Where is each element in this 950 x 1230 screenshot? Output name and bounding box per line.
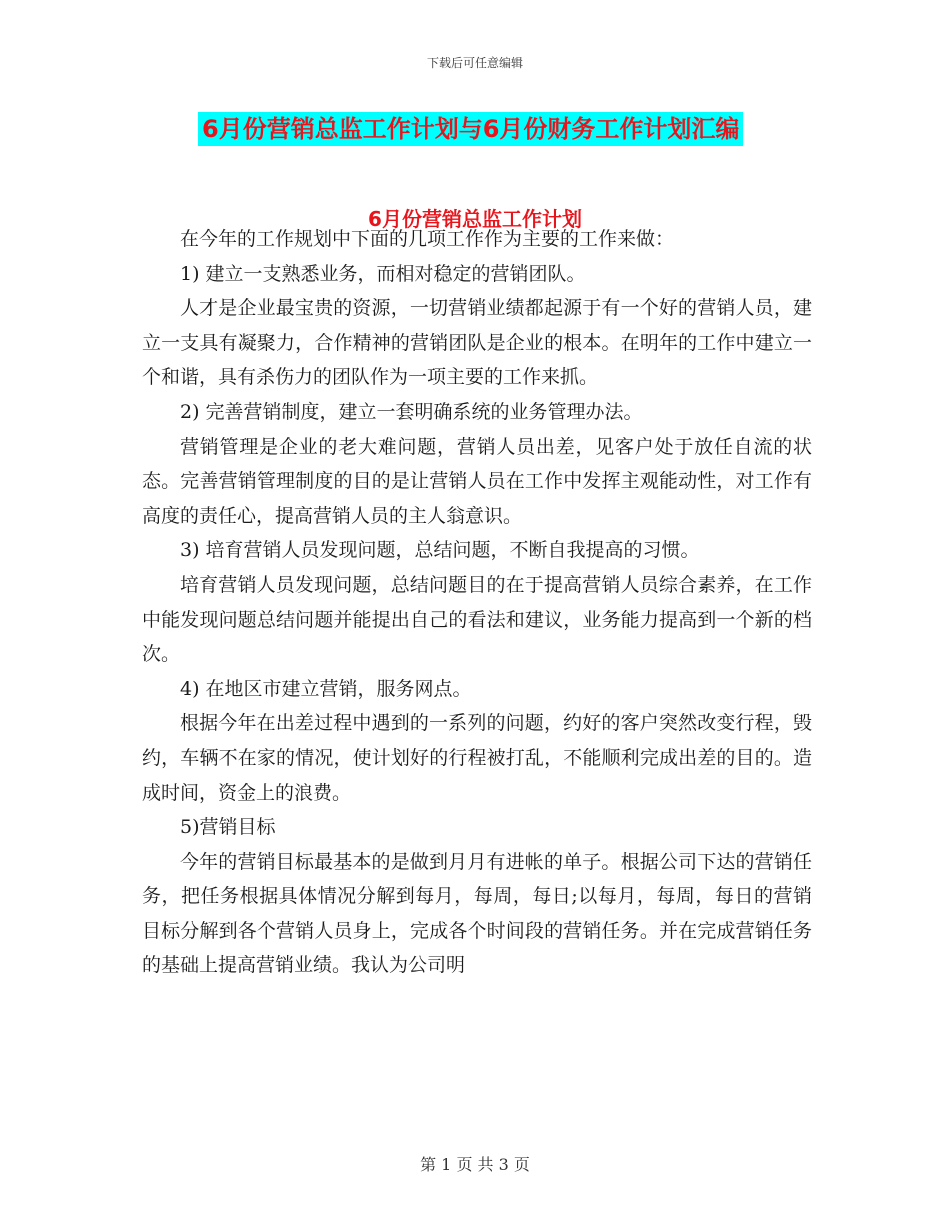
paragraph-item-4-body: 根据今年在出差过程中遇到的一系列的问题，约好的客户突然改变行程，毁约，车辆不在家的情况，使计划好的行程被打乱，不能顺利完成出差的目的。造成时间，资金上的浪费。 xyxy=(142,712,812,804)
paragraph-item-5-body: 今年的营销目标最基本的是做到月月有进帐的单子。根据公司下达的营销任务，把任务根据具体情况分解到每月，每周，每日;以每月，每周，每日的营销目标分解到各个营销人员身上，完成各个时间段的营销任务。并在完成营销任务的基础上提高营销业绩。我认为公司明 xyxy=(142,850,812,977)
paragraph-item-3-heading: 3) 培育营销人员发现问题，总结问题，不断自我提高的习惯。 xyxy=(180,539,700,562)
section-title: 6月份营销总监工作计划 xyxy=(368,207,582,231)
paragraph-item-1-body: 人才是企业最宝贵的资源，一切营销业绩都起源于有一个好的营销人员，建立一支具有凝聚力，合作精神的营销团队是企业的根本。在明年的工作中建立一个和谐，具有杀伤力的团队作为一项主要的工作来抓。 xyxy=(142,297,812,389)
paragraph-item-2-body: 营销管理是企业的老大难问题，营销人员出差，见客户处于放任自流的状态。完善营销管理制度的目的是让营销人员在工作中发挥主观能动性，对工作有高度的责任心，提高营销人员的主人翁意识。 xyxy=(142,435,812,527)
paragraph-item-2-heading: 2) 完善营销制度，建立一套明确系统的业务管理办法。 xyxy=(180,400,643,423)
paragraph-item-1-heading: 1) 建立一支熟悉业务，而相对稳定的营销团队。 xyxy=(180,262,586,285)
header-note: 下载后可任意编辑 xyxy=(426,56,523,70)
paragraph-item-5-heading: 5)营销目标 xyxy=(180,816,276,839)
paragraph-intro: 在今年的工作规划中下面的几项工作作为主要的工作来做： xyxy=(180,228,675,250)
document-title: 6月份营销总监工作计划与6月份财务工作计划汇编 xyxy=(198,112,743,146)
paragraph-item-3-body: 培育营销人员发现问题，总结问题目的在于提高营销人员综合素养，在工作中能发现问题总结问题并能提出自己的看法和建议，业务能力提高到一个新的档次。 xyxy=(142,573,812,666)
document-body xyxy=(142,222,812,983)
paragraph-item-4-heading: 4) 在地区市建立营销，服务网点。 xyxy=(180,677,472,700)
page-footer: 第 1 页 共 3 页 xyxy=(420,1155,530,1174)
